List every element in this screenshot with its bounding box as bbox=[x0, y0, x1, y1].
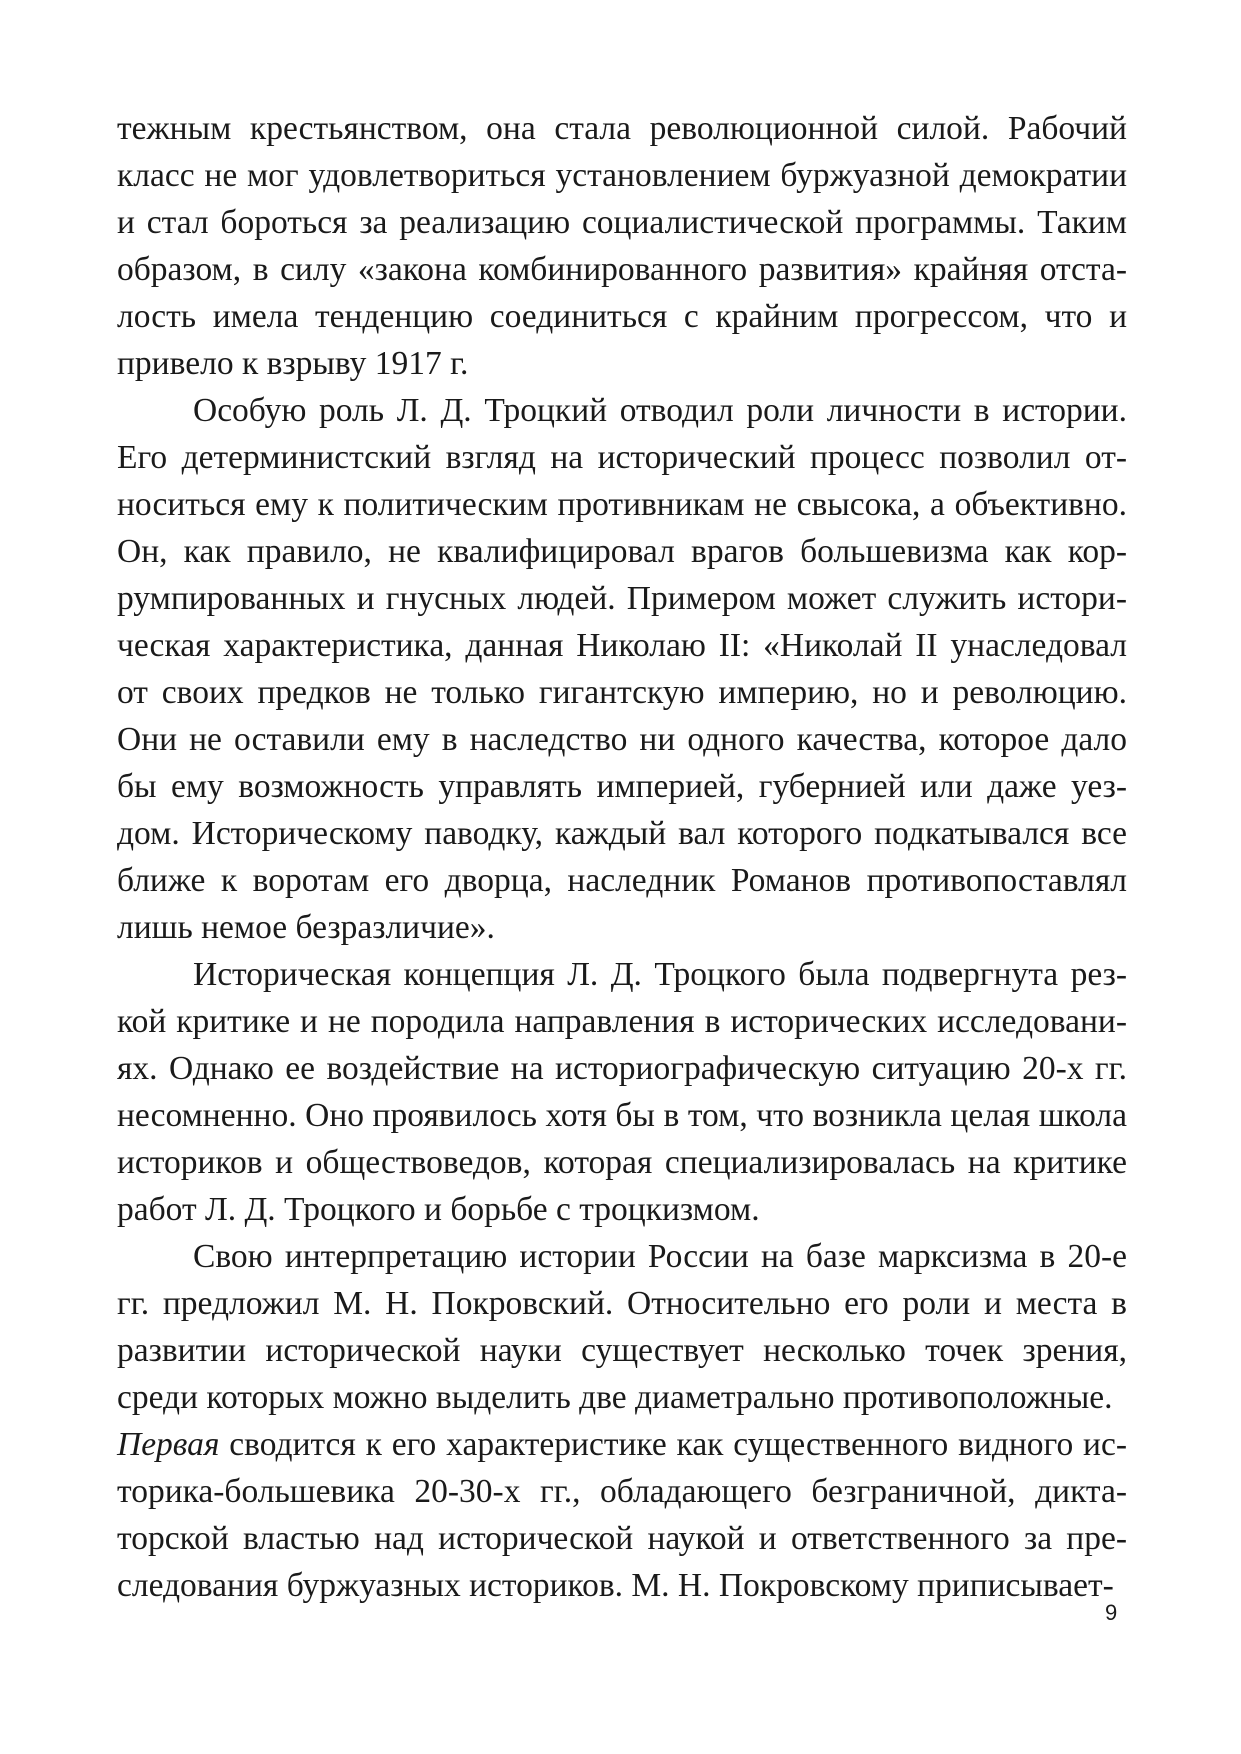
paragraph-5 bbox=[117, 1421, 1127, 1609]
paragraph-5-emphasis: Первая bbox=[117, 1426, 220, 1463]
paragraph-1: тежным крестьянством, она стала революционной силой. Рабочий класс не мог удовлетвориться установлением буржуазной демократии и стал бороться за реализацию социалистической программы. Таким образом, в силу «закона комбинированного развития» крайняя отсталость имела тенденцию соединиться с крайним прогрессом, что и привело к взрыву 1917 г. bbox=[117, 110, 1127, 382]
page-number: 9 bbox=[1105, 1600, 1118, 1625]
document-page bbox=[117, 105, 1127, 1609]
paragraph-3: Историческая концепция Л. Д. Троцкого была подвергнута резкой критике и не породила направления в исторических исследованиях. Однако ее воздействие на историографическую ситуацию 20-х гг. несомненно. Оно проявилось хотя бы в том, что возникла целая школа историков и обществоведов, которая специализировалась на критике работ Л. Д. Троцкого и борьбе с троцкизмом. bbox=[117, 956, 1127, 1228]
paragraph-4: Свою интерпретацию истории России на базе марксизма в 20-е гг. предложил М. Н. Покровский. Относительно его роли и места в развитии исторической науки существует несколько точек зрения, среди которых можно выделить две диаметрально противоположные. bbox=[117, 1238, 1127, 1416]
paragraph-5-text: сводится к его характеристике как существенного видного историка-большевика 20-30-х гг., обладающего безграничной, диктаторской властью над исторической наукой и ответственного за преследования буржуазных историков. М. Н. Покровскому приписывает- bbox=[117, 1426, 1127, 1604]
paragraph-2: Особую роль Л. Д. Троцкий отводил роли личности в истории. Его детерминистский взгляд на исторический процесс позволил относиться ему к политическим противникам не свысока, а объективно. Он, как правило, не квалифицировал врагов большевизма как коррумпированных и гнусных людей. Примером может служить историческая характеристика, данная Николаю II: «Николай II унаследовал от своих предков не только гигантскую империю, но и революцию. Они не оставили ему в наследство ни одного качества, которое дало бы ему возможность управлять империей, губернией или даже уездом. Историческому паводку, каждый вал которого подкатывался все ближе к воротам его дворца, наследник Романов противопоставлял лишь немое безразличие». bbox=[117, 392, 1127, 946]
